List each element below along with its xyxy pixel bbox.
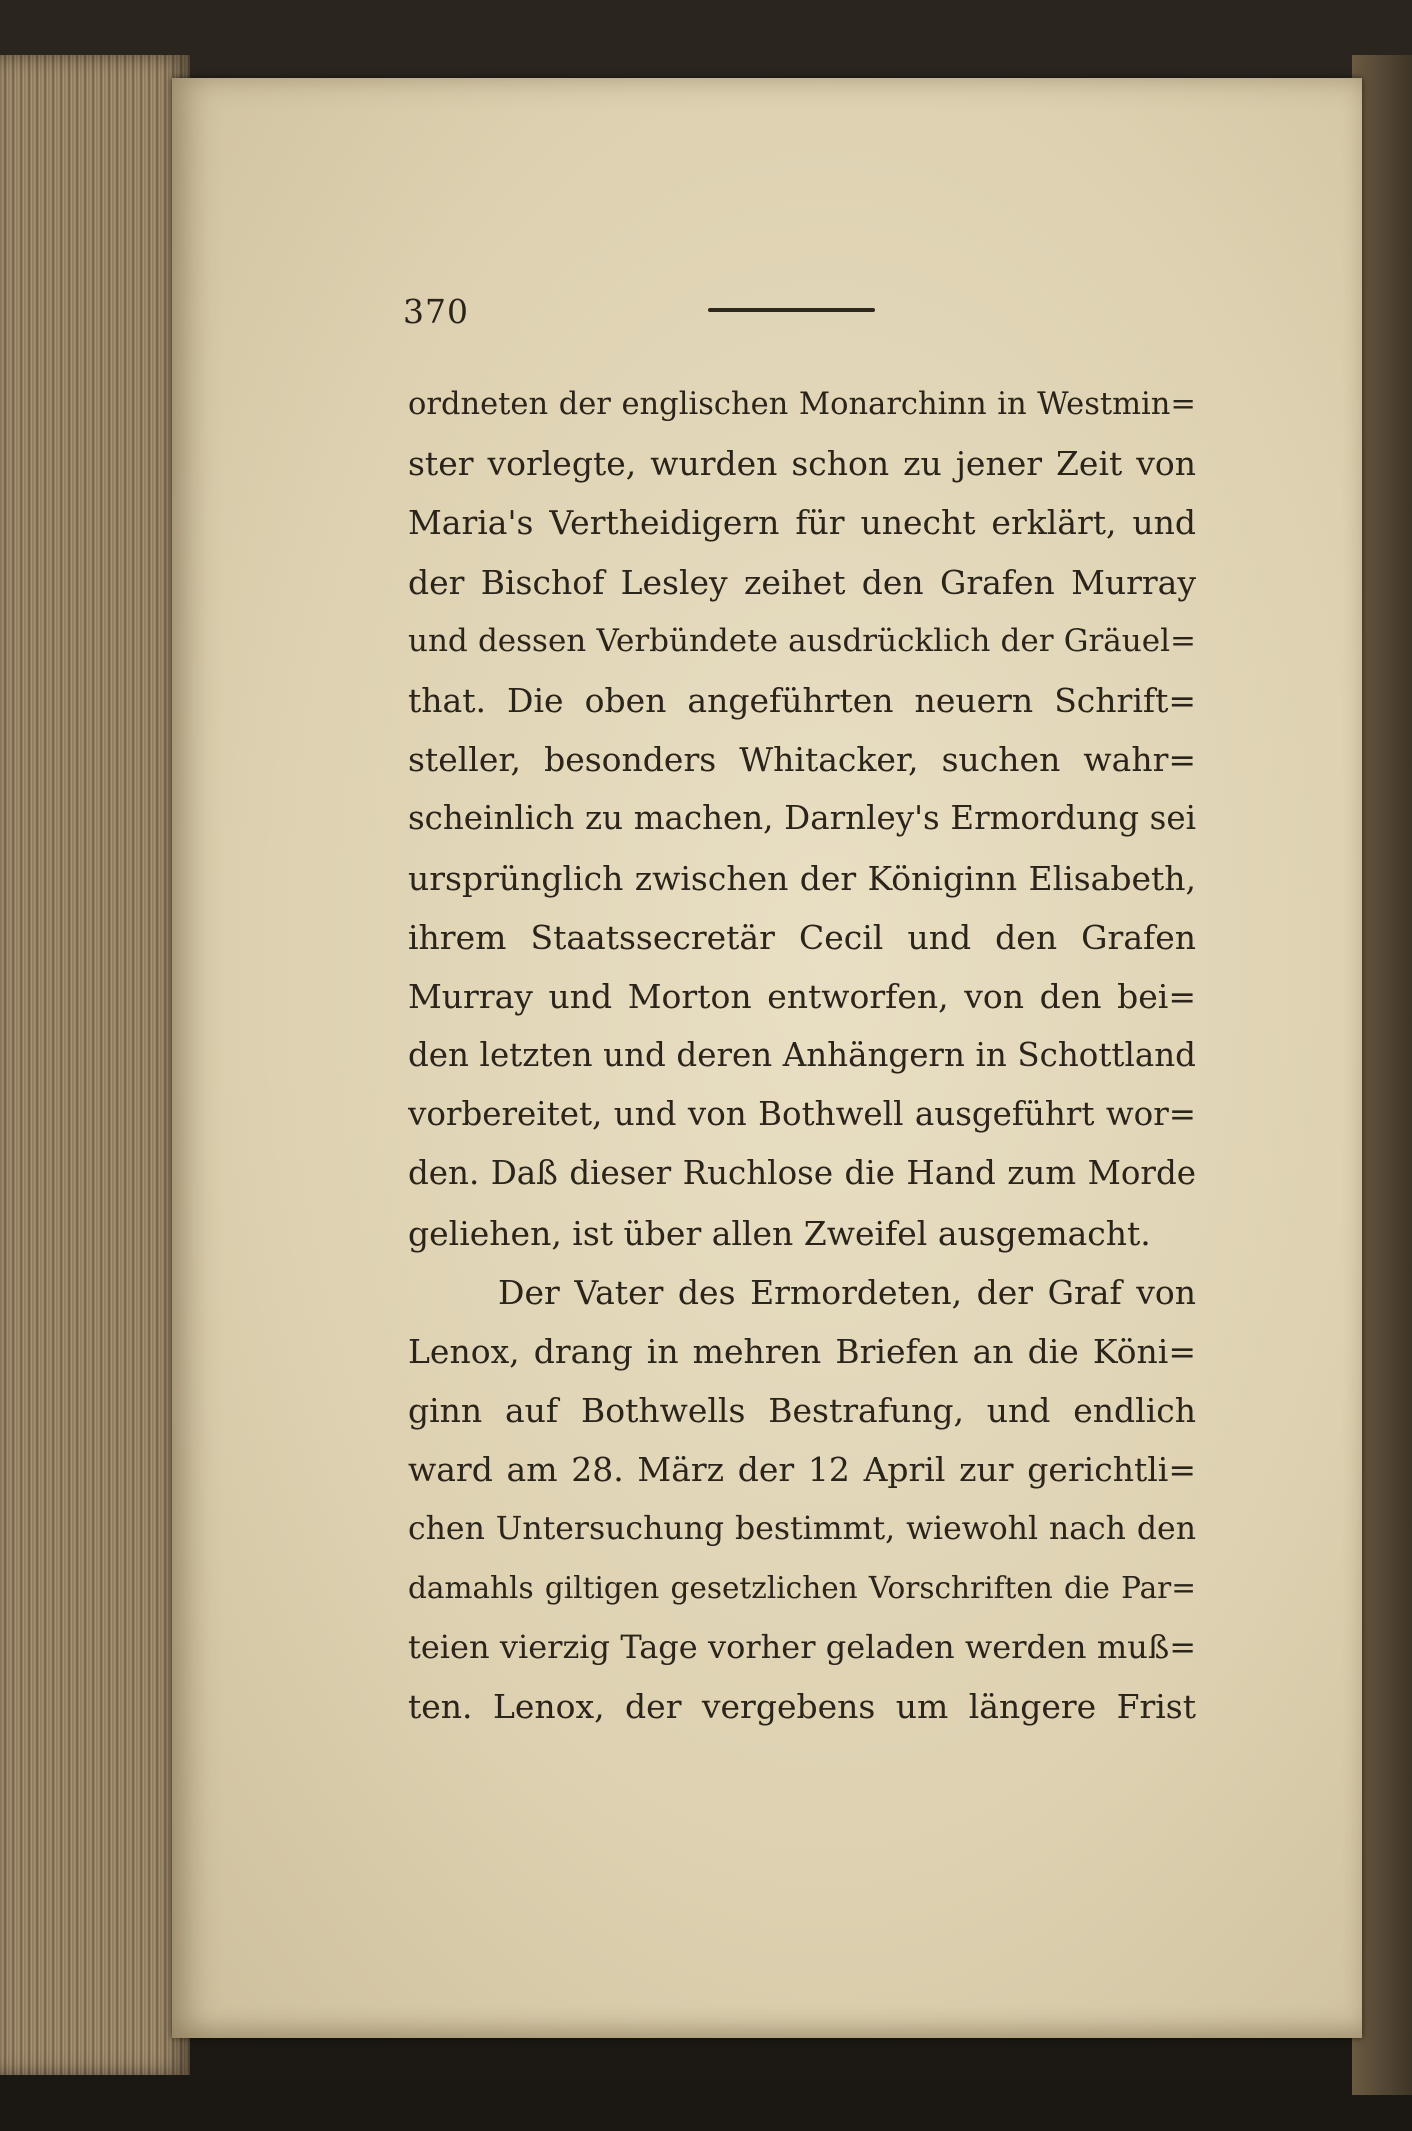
text-line: geliehen, ist über allen Zweifel ausgemacht. xyxy=(408,1213,1151,1253)
text-line: ursprünglich zwischen der Königinn Elisabeth, xyxy=(408,858,1196,898)
page-edges xyxy=(0,55,190,2075)
page-number: 370 xyxy=(403,292,469,331)
text-line: ster vorlegte, wurden schon zu jener Zeit von xyxy=(408,444,1196,484)
text-line: ginn auf Bothwells Bestrafung, und endlich xyxy=(408,1391,1196,1431)
header-rule xyxy=(708,308,875,312)
text-line: Der Vater des Ermordeten, der Graf von xyxy=(498,1272,1196,1312)
text-line: ten. Lenox, der vergebens um längere Frist xyxy=(408,1687,1196,1727)
text-line: Murray und Morton entworfen, von den bei= xyxy=(408,976,1196,1016)
text-line: den letzten und deren Anhängern in Schottland xyxy=(408,1036,1196,1075)
text-line: der Bischof Lesley zeihet den Grafen Murray xyxy=(408,562,1196,602)
text-line: Lenox, drang in mehren Briefen an die Köni= xyxy=(408,1332,1196,1371)
text-line: und dessen Verbündete ausdrücklich der Gräuel= xyxy=(408,622,1196,659)
text-line: ward am 28. März der 12 April zur gerichtli= xyxy=(408,1450,1196,1490)
text-line: chen Untersuchung bestimmt, wiewohl nach den xyxy=(408,1510,1196,1547)
text-line: Maria's Vertheidigern für unecht erklärt, und xyxy=(408,503,1196,543)
text-line: that. Die oben angeführten neuern Schrift= xyxy=(408,680,1196,720)
body-text xyxy=(408,375,1196,1736)
text-line: steller, besonders Whitacker, suchen wahr= xyxy=(408,740,1196,780)
text-line: teien vierzig Tage vorher geladen werden muß= xyxy=(408,1627,1196,1666)
text-line: den. Daß dieser Ruchlose die Hand zum Morde xyxy=(408,1154,1196,1193)
text-line: ihrem Staatssecretär Cecil und den Grafen xyxy=(408,917,1196,957)
text-line: damahls giltigen gesetzlichen Vorschriften die Par= xyxy=(408,1570,1196,1605)
text-line: vorbereitet, und von Bothwell ausgeführt wor= xyxy=(408,1095,1196,1134)
text-line: ordneten der englischen Monarchinn in Westmin= xyxy=(408,387,1196,422)
text-line: scheinlich zu machen, Darnley's Ermordung sei xyxy=(408,799,1196,838)
